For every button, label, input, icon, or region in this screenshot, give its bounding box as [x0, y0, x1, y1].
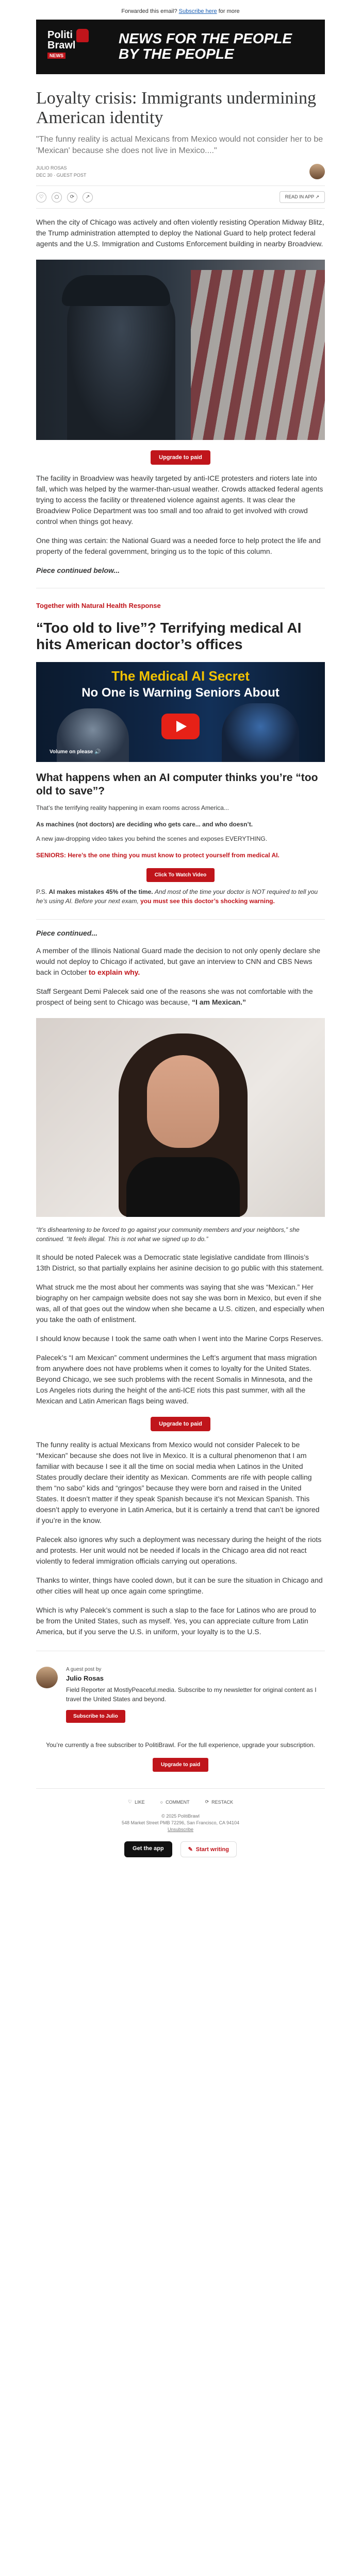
- pen-icon: ✎: [188, 1846, 193, 1853]
- get-the-app-button[interactable]: Get the app: [124, 1841, 172, 1857]
- ad-headline[interactable]: “Too old to live”? Terrifying medical AI hits American doctor’s offices: [36, 620, 302, 652]
- paragraph-palecek-text: Staff Sergeant Demi Palecek said one of the reasons she was not comfortable with the prospect of being sent to Chicago was because,: [36, 987, 313, 1006]
- explain-why-link[interactable]: to explain why.: [88, 968, 140, 976]
- comment-icon[interactable]: ○: [52, 192, 62, 202]
- paragraph-funny-reality: The funny reality is actual Mexicans from Mexico would not consider Palecek to be “Mexican” because she does not live in Mexico. It is a cultural phenomenon that I am familiar with because I see it all the time on social media when Latinos in the United States proudly declare their identity as Mexican. Comments are rife with people calling them “no sabo” kids and “gringos” because they were born and raised in the United States. It doesn’t matter if they speak Spanish because it’s not Mexican Spanish. This doesn’t apply to everyone in Latin America, but it is certainly a trend that can’t be ignored if you’re in the know.: [36, 1440, 320, 1524]
- paragraph-member-text: A member of the Illinois National Guard made the decision to not only openly declare she would not deploy to Chicago if activated, but gave an interview to CNN and CBS News back in October: [36, 946, 320, 976]
- subscribe-to-julio-button[interactable]: Subscribe to Julio: [66, 1710, 125, 1723]
- paragraph-member: [36, 945, 325, 978]
- ps-mid: And most of the time your doctor is NOT required to tell you he’s using AI. Before your next exam,: [36, 888, 318, 905]
- divider-2: [36, 919, 325, 920]
- ad-paragraph-3: A new jaw-dropping video takes you behind the scenes and exposes EVERYTHING.: [36, 835, 268, 842]
- officer-cap: [62, 275, 170, 306]
- post-actions-bar: [36, 185, 325, 209]
- guest-info: [66, 1667, 325, 1723]
- banner-headline-line1: NEWS FOR THE PEOPLE: [119, 30, 292, 46]
- click-to-watch-video-button[interactable]: Click To Watch Video: [146, 868, 215, 882]
- ad-question: What happens when an AI computer thinks you’re “too old to save”?: [36, 772, 318, 797]
- upgrade-to-paid-button[interactable]: Upgrade to paid: [151, 450, 210, 465]
- hero-image-soldier-flag[interactable]: [36, 260, 325, 440]
- ad-video-thumbnail[interactable]: [36, 662, 325, 762]
- logo-line1: Politi: [47, 29, 73, 41]
- portrait-shirt: [126, 1157, 240, 1217]
- heart-icon[interactable]: ♡: [36, 192, 46, 202]
- postal-address: 548 Market Street PMB 72296, San Francisco, CA 94104: [121, 1820, 240, 1825]
- share-icon[interactable]: ↗: [83, 192, 93, 202]
- guest-name[interactable]: Julio Rosas: [66, 1674, 104, 1682]
- comment-action[interactable]: [160, 1799, 190, 1805]
- subscribe-here-link[interactable]: Subscribe here: [178, 8, 217, 14]
- forward-note-text: Forwarded this email?: [121, 8, 177, 14]
- play-icon[interactable]: [161, 714, 200, 739]
- ad-red-callout[interactable]: SENIORS: Here’s the one thing you must know to protect yourself from medical AI.: [36, 852, 280, 859]
- ad-paragraph-2: As machines (not doctors) are deciding who gets care... and who doesn’t.: [36, 821, 253, 828]
- footer-upgrade-button[interactable]: Upgrade to paid: [153, 1758, 208, 1772]
- paragraph-winter: Thanks to winter, things have cooled down, but it can be sure the situation in Chicago and other cities will heat up once again come springtime.: [36, 1576, 323, 1595]
- guest-bio: Field Reporter at MostlyPeaceful.media. Subscribe to my newsletter for original content as I travel the United States and beyond.: [66, 1686, 317, 1703]
- logo-line2: Brawl: [47, 40, 76, 51]
- fist-icon: [76, 29, 89, 42]
- post-action-icons: [36, 192, 93, 202]
- article-subtitle: "The funny reality is actual Mexicans from Mexico would not consider her to be 'Mexican' because she does not live in Mexico....": [36, 135, 323, 155]
- palecek-quote: “It’s disheartening to be forced to go against your community members and your neighbors,” she continued. “It feels illegal. This is not what we signed up to do.”: [36, 1226, 300, 1243]
- read-in-app-button[interactable]: READ IN APP ↗: [280, 191, 325, 203]
- video-title-line2: No One is Warning Seniors About: [81, 686, 280, 700]
- portrait-face: [147, 1055, 219, 1148]
- paragraph-undermines: Palecek’s “I am Mexican” comment undermines the Left’s argument that mass migration from anywhere does not have problems when it comes to loyalty for the United States. Beyond Chicago, we see such problems with the recent Somalis in Minnesota, and the Los Angeles riots during the height of the anti-ICE riots this past summer, with all the Mexican and Latin American flags being waved.: [36, 1353, 317, 1405]
- unsubscribe-link[interactable]: Unsubscribe: [167, 1827, 194, 1832]
- ps-bold: AI makes mistakes 45% of the time.: [48, 888, 153, 895]
- robot-figure: [222, 703, 299, 762]
- american-flag-graphic: [191, 270, 325, 440]
- start-writing-label: Start writing: [195, 1846, 229, 1853]
- piece-continued-below: Piece continued below...: [36, 566, 120, 574]
- piece-continued: Piece continued...: [36, 929, 98, 937]
- ps-link[interactable]: you must see this doctor’s shocking warning.: [140, 897, 275, 905]
- restack-icon: ⟳: [205, 1799, 209, 1804]
- volume-note: Volume on please 🔊: [50, 749, 101, 755]
- comment-icon: ○: [160, 1799, 163, 1805]
- newsletter-banner[interactable]: [36, 20, 325, 74]
- article-column: [36, 89, 325, 1857]
- restack-action[interactable]: [205, 1799, 233, 1805]
- article-title[interactable]: Loyalty crisis: Immigrants undermining American identity: [36, 89, 316, 127]
- byline-text: [36, 164, 86, 179]
- paragraph-oath: I should know because I took the same oath when I went into the Marine Corps Reserves.: [36, 1334, 323, 1343]
- forward-note-suffix: for more: [218, 8, 240, 14]
- free-subscriber-note: You’re currently a free subscriber to PolitiBrawl. For the full experience, upgrade your subscription.: [46, 1741, 315, 1749]
- upgrade-to-paid-button-2[interactable]: Upgrade to paid: [151, 1417, 210, 1431]
- paragraph-slap: Which is why Palecek’s comment is such a slap to the face for Latinos who are proud to be from the United States, such as myself. Yes, you can appreciate culture from Latin America, but if you serve the U.S. in uniform, your loyalty is to the U.S.: [36, 1606, 316, 1636]
- ps-lead: P.S.: [36, 888, 47, 895]
- like-label: LIKE: [135, 1799, 145, 1805]
- guest-label: A guest post by: [66, 1667, 102, 1672]
- ad-postscript: [36, 887, 325, 906]
- portrait-image-palecek[interactable]: [36, 1018, 325, 1217]
- heart-icon: ♡: [128, 1799, 133, 1804]
- ad-paragraph-1: That’s the terrifying reality happening in exam rooms across America...: [36, 804, 229, 811]
- restack-label: RESTACK: [211, 1799, 233, 1805]
- post-date: DEC 30 · GUEST POST: [36, 173, 87, 178]
- paragraph-struck: What struck me the most about her comments was saying that she was “Mexican.” Her biography on her campaign website does not say she was born in Mexico, but even if she was, all of that goes out the window when she became a U.S. citizen, and especially when you take the oath of enlistment.: [36, 1283, 324, 1324]
- logo-tag: NEWS: [47, 53, 65, 59]
- sponsor-label: Together with Natural Health Response: [36, 602, 161, 609]
- like-action[interactable]: [128, 1799, 145, 1805]
- footer-address-block: [36, 1813, 325, 1833]
- guest-avatar[interactable]: [36, 1667, 58, 1688]
- forward-note: [0, 0, 361, 20]
- video-title-line1: The Medical AI Secret: [111, 668, 250, 684]
- paragraph-broadview: The facility in Broadview was heavily targeted by anti-ICE protesters and rioters late into fall, which was helped by the warmer-than-usual weather. Crowds attacked federal agents trying to access the facility or threatened violence against agents. It was clear the Broadview Police Department was too small and too afraid to get involved with crowd control when things got heavy.: [36, 474, 323, 526]
- paragraph-palecek: [36, 986, 325, 1008]
- start-writing-button[interactable]: [180, 1841, 237, 1857]
- paragraph-national-guard: One thing was certain: the National Guard was a needed force to help protect the life and property of the federal government, bringing us to the topic of this column.: [36, 536, 321, 555]
- footer-actions: [36, 1788, 325, 1805]
- i-am-mexican-quote: “I am Mexican.”: [191, 998, 247, 1006]
- paragraph-ignores: Palecek also ignores why such a deployment was necessary during the height of the riots and protests. Her unit would not be needed if locals in the Chicago area did not react violently to federal immigration officials carrying out operations.: [36, 1535, 322, 1565]
- copyright: © 2025 PolitiBrawl: [161, 1814, 200, 1819]
- author-avatar[interactable]: [309, 164, 325, 179]
- guest-author-card: [36, 1667, 325, 1723]
- restack-icon[interactable]: ⟳: [67, 192, 77, 202]
- paragraph-candidate: It should be noted Palecek was a Democratic state legislative candidate from Illinois’s 13th District, so that partially explains her asinine decision to go public with this statement.: [36, 1253, 324, 1272]
- byline: [36, 164, 325, 179]
- footer-app-buttons: [36, 1841, 325, 1857]
- paragraph-intro: When the city of Chicago was actively and often violently resisting Operation Midway Blitz, the Trump administration attempted to deploy the National Guard to help protect federal agents and the U.S. Immigration and Customs Enforcement building in nearby Broadview.: [36, 218, 324, 248]
- comment-label: COMMENT: [166, 1799, 190, 1805]
- banner-headline-line2: BY THE PEOPLE: [119, 46, 234, 62]
- banner-headline: [119, 31, 292, 62]
- author-name[interactable]: JULIO ROSAS: [36, 165, 67, 171]
